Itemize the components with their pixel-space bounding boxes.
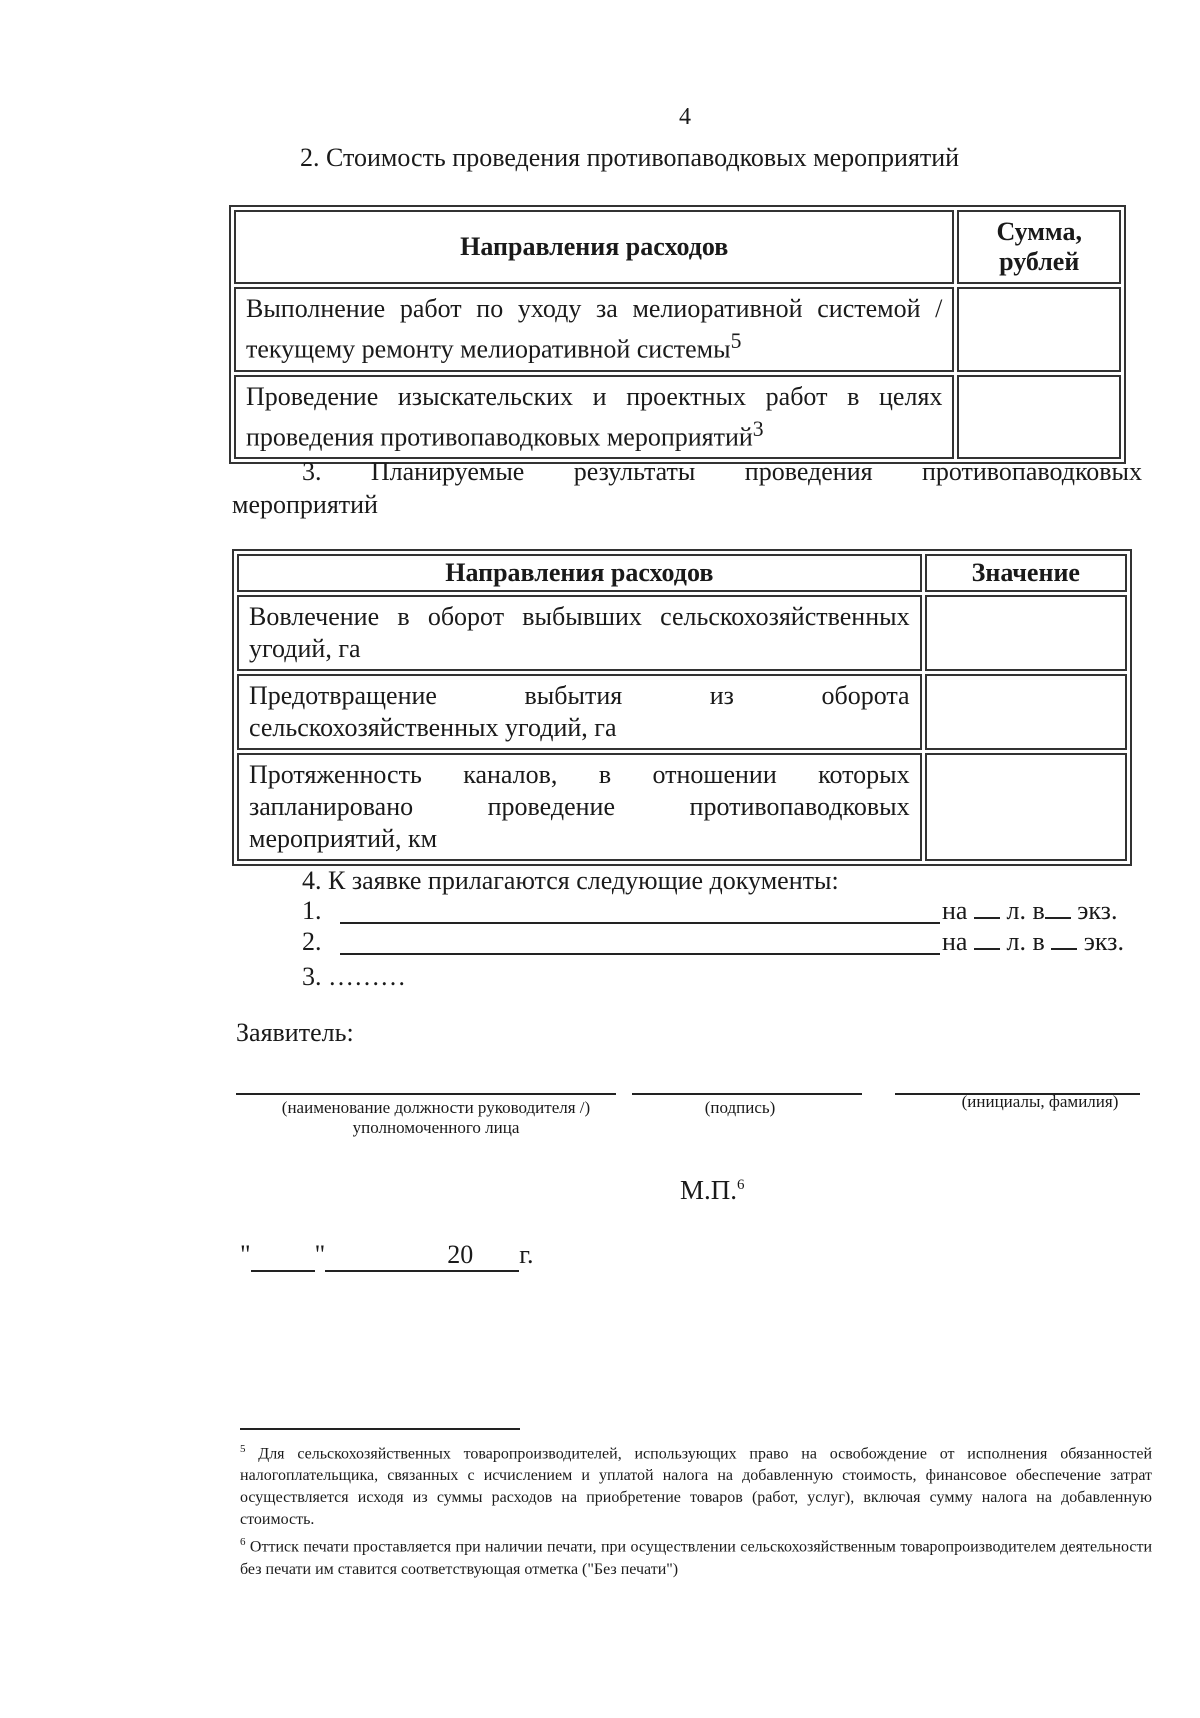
results-row-1-line1: Вовлечение в оборот выбывших сельскохозяйственных (249, 602, 910, 631)
footnote-6-mark: 6 (240, 1536, 246, 1549)
cost-row-1-line2-wrap (246, 325, 942, 366)
cost-table-header-direction: Направления расходов (234, 210, 954, 284)
date-close-quote: " (314, 1240, 326, 1269)
cost-table-header (234, 210, 1121, 284)
document-item-1-number: 1. (302, 896, 322, 925)
date-open-quote: " (240, 1240, 251, 1269)
document-item-1-name-field[interactable] (340, 922, 940, 924)
footnote-5-text: Для сельскохозяйственных товаропроизводителей, использующих право на освобождение от исполнения обязанностей налогоплательщика, связанных с исчислением и уплатой налога на добавленную стоимость, финансовое обеспечение затрат осуществляется исходя из суммы расходов на приобретение товаров (работ, услуг), включая сумму налога на добавленную стоимость. (240, 1445, 1153, 1529)
stamp-mark (680, 1175, 745, 1206)
results-row-2-value-cell[interactable] (925, 674, 1127, 750)
table-row (234, 375, 1121, 460)
results-table-header (237, 554, 1127, 592)
results-table-header-value: Значение (925, 554, 1127, 592)
results-row-3-line3: мероприятий, км (249, 824, 438, 853)
footnote-ref-6: 6 (737, 1177, 745, 1193)
cost-row-1-line1: Выполнение работ по уходу за мелиоративной системой / (246, 294, 943, 323)
footnote-ref-3: 3 (752, 416, 764, 441)
document-item-1-pages-field[interactable] (974, 917, 1000, 919)
footnote-separator (240, 1428, 520, 1430)
document-item-1-tail (942, 896, 1117, 926)
footnote-5-mark: 5 (240, 1443, 246, 1455)
date-year-field[interactable] (473, 1240, 519, 1272)
date-century: 20 (447, 1240, 473, 1272)
cost-table-header-sum (957, 210, 1121, 284)
document-item-2-tail (942, 927, 1124, 957)
results-row-3-line2: запланировано проведение противопаводковых (249, 792, 910, 821)
document-item-2-ekz: экз. (1083, 927, 1124, 956)
section4-heading: 4. К заявке прилагаются следующие документы: (302, 866, 839, 895)
results-row-1-line2: угодий, га (249, 634, 361, 663)
signature-field[interactable] (632, 1093, 862, 1095)
document-item-2-name-field[interactable] (340, 953, 940, 955)
cost-row-1-line2: текущему ремонту мелиоративной системы (246, 334, 731, 364)
table-row (237, 753, 1127, 861)
document-item-1-na: на (942, 896, 968, 925)
page-number: 4 (679, 104, 691, 130)
results-row-1-direction (237, 595, 922, 671)
cost-row-2-line1: Проведение изыскательских и проектных работ в целях (246, 381, 943, 411)
cost-row-2-direction (234, 375, 954, 460)
cost-row-2-sum-cell[interactable] (957, 375, 1121, 460)
footnotes (240, 1438, 1152, 1581)
cost-table-header-sum-line1: Сумма, (996, 217, 1082, 246)
cost-row-1-sum-cell[interactable] (957, 287, 1121, 372)
results-row-1-value-cell[interactable] (925, 595, 1127, 671)
results-row-3-line1: Протяженность каналов, в отношении которых (249, 760, 910, 789)
signature-caption: (подпись) (704, 1098, 776, 1117)
date-suffix: г. (519, 1240, 534, 1269)
applicant-label: Заявитель: (236, 1018, 354, 1047)
table-row (234, 287, 1121, 372)
footnote-ref-5: 5 (730, 329, 742, 353)
cost-row-1-direction (234, 287, 954, 372)
position-caption (236, 1098, 636, 1138)
document-item-2-lv: л. в (1006, 927, 1045, 956)
table-row (237, 595, 1127, 671)
position-caption-line2: уполномоченного лица (352, 1118, 520, 1137)
document-item-1-ekz: экз. (1077, 896, 1118, 925)
position-caption-line1: (наименование должности руководителя /) (281, 1098, 591, 1117)
section3-heading (232, 455, 1142, 521)
results-row-3-value-cell[interactable] (925, 753, 1127, 861)
position-field[interactable] (236, 1093, 616, 1095)
name-caption: (инициалы, фамилия) (961, 1092, 1119, 1111)
section3-heading-line1: 3. Планируемые результаты проведения противопаводковых (302, 457, 1142, 486)
results-row-3-direction (237, 753, 922, 861)
results-row-2-line2: сельскохозяйственных угодий, га (249, 713, 617, 742)
results-table-header-direction: Направления расходов (237, 554, 922, 592)
document-item-1-lv: л. в (1006, 896, 1045, 925)
document-item-2-number: 2. (302, 927, 322, 956)
cost-table-header-sum-line2: рублей (999, 247, 1080, 276)
table-row (237, 674, 1127, 750)
document-item-3: 3. ……… (302, 962, 406, 991)
document-item-2-copies-field[interactable] (1051, 948, 1077, 950)
cost-table (229, 205, 1126, 464)
results-row-2-direction (237, 674, 922, 750)
date-month-field[interactable] (325, 1240, 447, 1272)
document-item-2-na: на (942, 927, 968, 956)
footnote-5 (240, 1438, 1152, 1531)
footnote-6 (240, 1531, 1152, 1580)
date-line (240, 1240, 533, 1272)
document-item-2-pages-field[interactable] (974, 948, 1000, 950)
cost-row-2-line2-wrap (246, 413, 942, 454)
footnote-6-text: Оттиск печати проставляется при наличии печати, при осуществлении сельскохозяйственным товаропроизводителем деятельности без печати им ставится соответствующая отметка ("Без печати") (240, 1538, 1152, 1578)
stamp-text: М.П. (680, 1175, 738, 1205)
cost-row-2-line2: проведения противопаводковых мероприятий (246, 422, 753, 452)
section2-heading: 2. Стоимость проведения противопаводковых мероприятий (300, 143, 960, 172)
document-item-1-copies-field[interactable] (1045, 917, 1071, 919)
section3-heading-line2: мероприятий (232, 490, 378, 519)
results-row-2-line1: Предотвращение выбытия из оборота (249, 681, 910, 710)
date-day-field[interactable] (251, 1240, 315, 1272)
results-table (232, 549, 1132, 866)
